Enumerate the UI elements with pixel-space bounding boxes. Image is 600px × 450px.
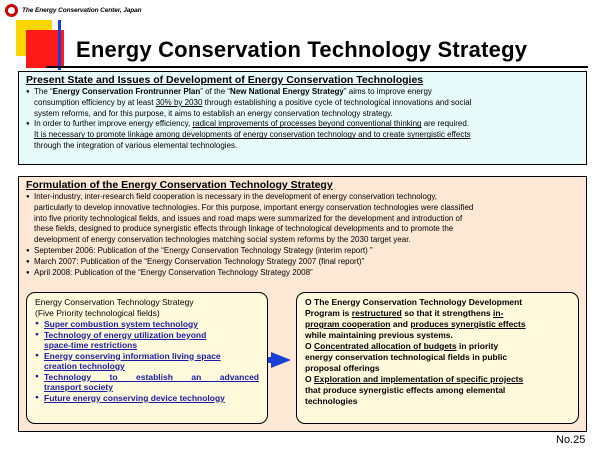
- text: transport society: [44, 382, 113, 392]
- program-actions-box: [296, 292, 579, 424]
- text-underlined: produces synergistic effects: [410, 319, 526, 329]
- program-action-1: [305, 297, 572, 341]
- text: space-time restrictions: [44, 340, 138, 350]
- org-logo-icon: [5, 4, 18, 17]
- text-underlined: Exploration and implementation of specific projects: [314, 374, 524, 384]
- text-underlined: 30% by 2030: [155, 97, 203, 107]
- priority-field-link[interactable]: [35, 330, 259, 351]
- marker: O: [305, 297, 312, 307]
- text: ● Energy conserving information living space: [44, 350, 221, 361]
- text-bold: New National Energy Strategy: [230, 87, 344, 96]
- formulation-bullet-1-cont: particularly to develop innovative technologies. For this purpose, important energy conservation technologies were classified: [34, 202, 474, 212]
- text: in priority: [456, 341, 499, 351]
- org-name: The Energy Conservation Center, Japan: [22, 7, 142, 14]
- present-state-bullet-1-cont: system reforms, and for this purpose, it aims to establish an energy conservation technology strategy.: [34, 108, 393, 118]
- text-underlined: program cooperation: [305, 319, 391, 329]
- priority-field-link[interactable]: ● Future energy conserving device technology: [35, 393, 259, 404]
- org-logo: [5, 4, 141, 17]
- text: ” aims to improve energy: [343, 87, 432, 96]
- priority-field-link[interactable]: [35, 372, 259, 393]
- formulation-bullet-1-cont: into five priority technological fields, and issues and road maps were summarized for the development and introduction of: [34, 213, 463, 223]
- text: The “: [34, 87, 53, 96]
- program-action-2: [305, 341, 572, 374]
- text: The Energy Conservation Technology Development: [314, 297, 523, 307]
- text: that produce synergistic effects among elemental: [305, 385, 506, 395]
- text: are required.: [421, 119, 470, 129]
- text: technologies: [305, 396, 358, 406]
- priority-fields-box: [26, 292, 268, 424]
- formulation-bullet-1: ● Inter-industry, inter-research field cooperation is necessary in the development of energy conservation technology,: [26, 192, 580, 203]
- formulation-bullet-2: ● September 2006: Publication of the “Energy Conservation Technology Strategy (interim report) ”: [26, 246, 580, 257]
- text-underlined: Concentrated allocation of budgets: [314, 341, 457, 351]
- marker: O: [305, 341, 312, 351]
- text: through establishing a positive cycle of technological innovations and social: [202, 97, 472, 107]
- program-action-3: [305, 374, 572, 407]
- priority-field-link[interactable]: ● Super combustion system technology: [35, 319, 259, 330]
- page-title: Energy Conservation Technology Strategy: [76, 37, 528, 62]
- text: In order to further improve energy efficiency,: [34, 119, 193, 129]
- present-state-bullet-2: [26, 119, 580, 130]
- priority-fields-subtitle: (Five Priority technological fields): [35, 308, 160, 318]
- formulation-bullet-4: ● April 2008: Publication of the “Energy Conservation Technology Strategy 2008”: [26, 268, 580, 279]
- text: and: [390, 319, 411, 329]
- title-underline: [46, 66, 588, 68]
- present-state-bullet-1-cont: [26, 98, 580, 109]
- text: consumption efficiency by at least: [34, 97, 156, 107]
- text: energy conservation technological fields in public: [305, 352, 508, 362]
- priority-field-link[interactable]: [35, 351, 259, 372]
- text-underlined: radical improvements of processes beyond conventional thinking: [192, 119, 422, 129]
- present-state-panel: [18, 71, 587, 165]
- priority-fields-title: Energy Conservation Technology Strategy: [35, 297, 194, 307]
- present-state-bullet-2-cont: It is necessary to promote linkage among developments of energy conservation technology and to create synergistic effects: [34, 130, 471, 140]
- text: ● Technology of energy utilization beyond: [44, 329, 207, 340]
- formulation-bullet-3: ● March 2007: Publication of the “Energy Conservation Technology Strategy 2007 (final report)”: [26, 257, 580, 268]
- text: while maintaining previous systems.: [305, 330, 453, 340]
- page-number: No.25: [556, 434, 586, 446]
- formulation-bullet-1-cont: these fields, designed to produce synergistic effects through linkage of technological developments and to promote the: [34, 224, 454, 234]
- text: Program is: [305, 308, 352, 318]
- text-underlined: restructured: [351, 308, 402, 318]
- text: proposal offerings: [305, 363, 380, 373]
- text: so that it strengthens: [401, 308, 494, 318]
- text: ” of the “: [200, 87, 231, 96]
- arrow-right-icon: [271, 352, 291, 368]
- text-bold: Energy Conservation Frontrunner Plan: [52, 87, 201, 96]
- present-state-bullet-1: [26, 87, 580, 98]
- text-underlined: in-: [493, 308, 504, 318]
- text: creation technology: [44, 361, 125, 371]
- formulation-bullet-1-cont: development of energy conservation technologies matching social system reforms by the 2030 target year.: [34, 235, 411, 245]
- decor-vertical-line: [58, 20, 61, 70]
- present-state-heading: Present State and Issues of Development of Energy Conservation Technologies: [26, 74, 424, 86]
- formulation-heading: Formulation of the Energy Conservation Technology Strategy: [26, 179, 333, 191]
- marker: O: [305, 374, 312, 384]
- text: ● Technology to establish an advanced: [44, 371, 259, 382]
- present-state-bullet-2-cont: through the integration of various elemental technologies.: [34, 140, 238, 150]
